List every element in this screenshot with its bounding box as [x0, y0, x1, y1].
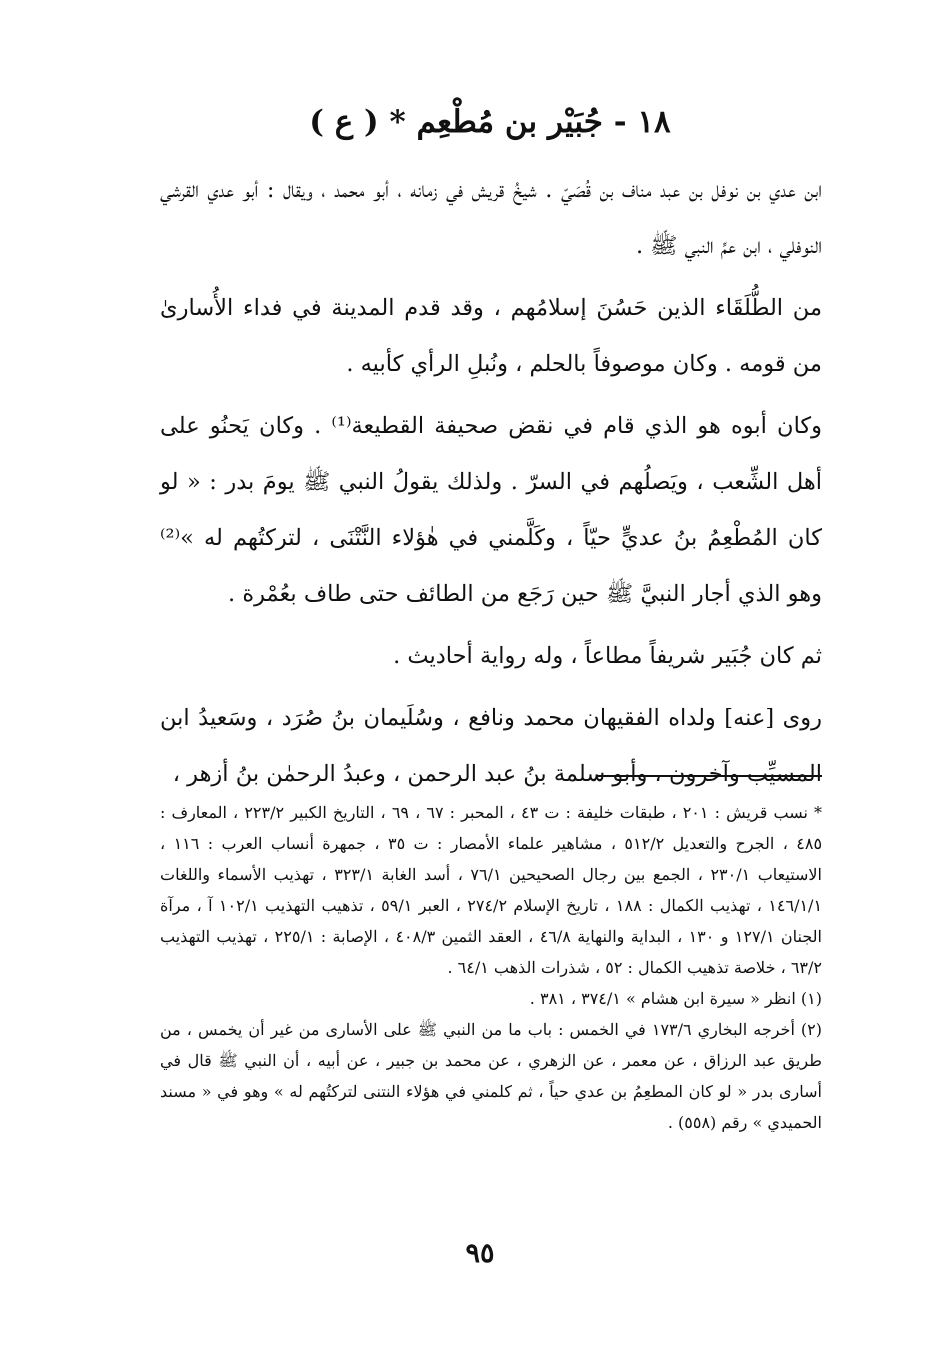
paragraph-conversion: من الطُّلَقَاء الذين حَسُنَ إسلامُهم ، وقد قدم المدينة في فداء الأُسارىٰ من قومه . وكان موصوفاً بالحلم ، ونُبلِ الرأي كأبيه . — [160, 295, 822, 377]
biography-title: ١٨ - جُبَيْر بن مُطْعِم * ( ع ) — [309, 104, 671, 140]
footnote-divider — [597, 775, 822, 777]
main-text — [160, 162, 822, 802]
paragraph-lineage: ابن عدي بن نوفل بن عبد مناف بن قُصَيّ . شيخُ قريش في زمانه ، أبو محمد ، ويقال : أبو عدي القرشي النوفلي ، ابن عمِّ النبي ﷺ . — [160, 177, 822, 259]
footnote-sources: * نسب قريش : ٢٠١ ، طبقات خليفة : ت ٤٣ ، المحبر : ٦٧ ، ٦٩ ، التاريخ الكبير ٢٢٣/٢ ، المعارف : ٤٨٥ ، الجرح والتعديل ٥١٢/٢ ، مشاهير علماء الأمصار : ت ٣٥ ، جمهرة أنساب العرب : ١١٦ ، الاستيعاب ٢٣٠/١ ، الجمع بين رجال الصحيحين ٧٦/١ ، أسد الغابة ٣٢٣/١ ، تهذيب الأسماء واللغات ١٤٦/١/١ ، تهذيب الكمال : ١٨٨ ، تاريخ الإسلام ٢٧٤/٢ ، العبر ٥٩/١ ، تذهيب التهذيب ١٠٢/١ آ ، مرآة الجنان ١٢٧/١ و ١٣٠ ، البداية والنهاية ٤٦/٨ ، العقد الثمين ٤٠٨/٣ ، الإصابة : ٢٢٥/١ ، تهذيب التهذيب ٦٣/٢ ، خلاصة تذهيب الكمال : ٥٢ ، شذرات الذهب ٦٤/١ . — [160, 803, 823, 977]
paragraph-status: ثم كان جُبَير شريفاً مطاعاً ، وله رواية أحاديث . — [393, 643, 822, 669]
footnote-1: (١) انظر « سيرة ابن هشام » ٣٧٤/١ ، ٣٨١ . — [529, 989, 822, 1008]
paragraph-father: وكان أبوه هو الذي قام في نقض صحيفة القطيعة⁽¹⁾ . وكان يَحنُو على أهل الشِّعب ، ويَصلُهم في السرّ . ولذلك يقولُ النبي ﷺ يومَ بدر : « لو كان المُطْعِمُ بنُ عديٍّ حيّاً ، وكَلَّمني في هٰؤلاء النَّتْنَى ، لتركتُهم له »⁽²⁾ وهو الذي أجار النبيَّ ﷺ حين رَجَع من الطائف حتى طاف بعُمْرة . — [160, 413, 823, 607]
page-number: ٩٥ — [465, 1238, 495, 1269]
footnotes — [160, 797, 822, 1138]
footnote-2: (٢) أخرجه البخاري ١٧٣/٦ في الخمس : باب ما من النبي ﷺ على الأسارى من غير أن يخمس ، من طريق عبد الرزاق ، عن معمر ، عن الزهري ، عن محمد بن جبير ، عن أبيه ، أن النبي ﷺ قال في أسارى بدر « لو كان المطعِمُ بن عدي حياً ، ثم كلمني في هؤلاء النتنى لتركتُهم له » وهو في « مسند الحميدي » رقم (٥٥٨) . — [160, 1020, 823, 1132]
paragraph-narrators: روى [عنه] ولداه الفقيهان محمد ونافع ، وسُلَيمان بنُ صُرَد ، وسَعيدُ ابن المسيِّب وآخرون ، وأبو سلمة بنُ عبد الرحمن ، وعبدُ الرحمٰن بنُ أزهر ، — [160, 705, 822, 787]
